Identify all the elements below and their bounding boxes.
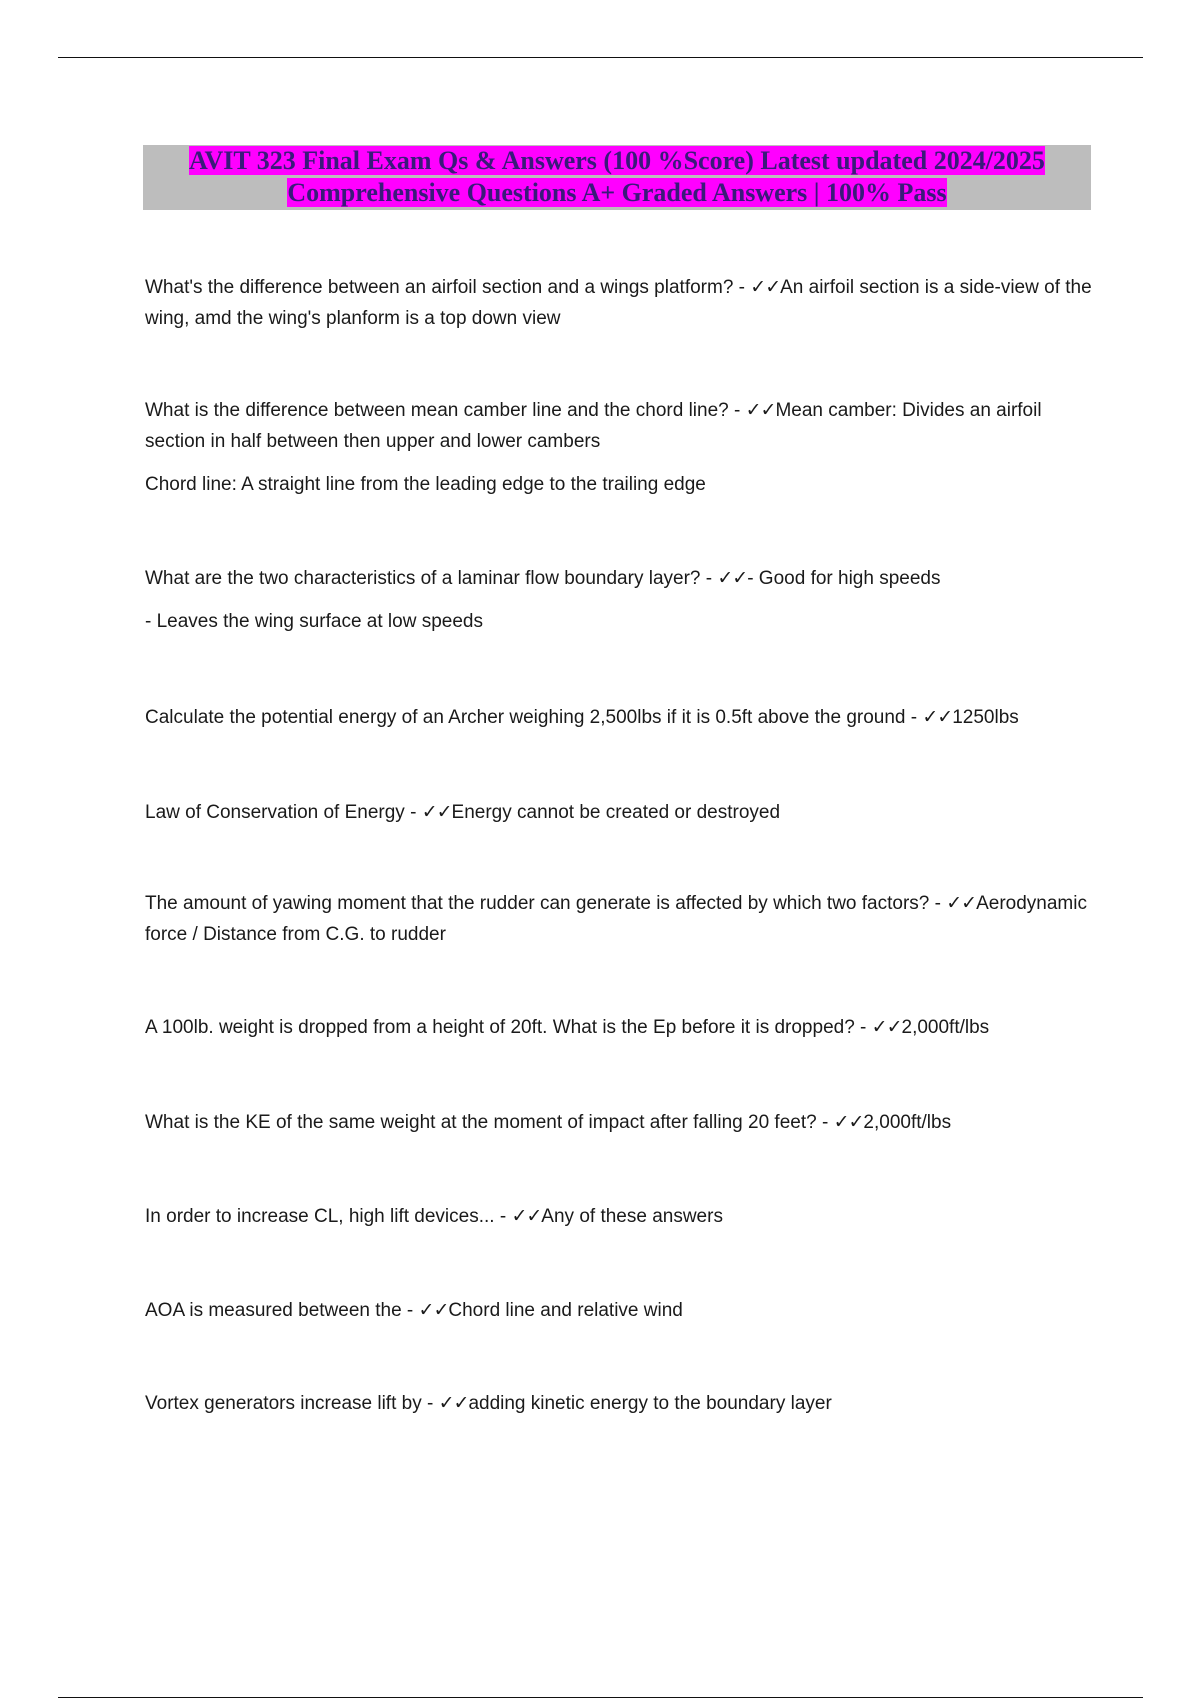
document-title: [143, 145, 1091, 210]
answer-text: 2,000ft/lbs: [863, 1112, 952, 1133]
answer-text: Chord line and relative wind: [448, 1300, 683, 1321]
check-icon: ✓✓: [871, 1017, 902, 1038]
question-text: What are the two characteristics of a laminar flow boundary layer? -: [145, 568, 718, 589]
answer-text: Energy cannot be created or destroyed: [451, 802, 781, 823]
title-line-2: Comprehensive Questions A+ Graded Answers | 100% Pass: [287, 178, 947, 207]
check-icon: ✓✓: [745, 400, 776, 421]
question-text: AOA is measured between the -: [145, 1300, 419, 1321]
question-text: What's the difference between an airfoil section and a wings platform? -: [145, 277, 751, 298]
qa-item-4: [145, 702, 1100, 733]
qa-item-1: [145, 272, 1100, 334]
bottom-rule: [58, 1697, 1143, 1698]
answer-continuation: Chord line: A straight line from the leading edge to the trailing edge: [145, 474, 706, 495]
question-text: The amount of yawing moment that the rudder can generate is affected by which two factors? -: [145, 893, 947, 914]
question-text: What is the difference between mean camber line and the chord line? -: [145, 400, 746, 421]
check-icon: ✓✓: [833, 1112, 864, 1133]
qa-item-6: [145, 888, 1100, 950]
question-text: A 100lb. weight is dropped from a height of 20ft. What is the Ep before it is dropped? -: [145, 1017, 872, 1038]
check-icon: ✓✓: [922, 707, 953, 728]
check-icon: ✓✓: [946, 893, 977, 914]
question-text: Calculate the potential energy of an Archer weighing 2,500lbs if it is 0.5ft above the ground -: [145, 707, 923, 728]
answer-text: Mean camber: Divides an airfoil section in half between then upper and lower cambers: [145, 400, 1042, 452]
answer-text: 1250lbs: [952, 707, 1019, 728]
check-icon: ✓✓: [511, 1206, 542, 1227]
question-text: Vortex generators increase lift by -: [145, 1393, 439, 1414]
check-icon: ✓✓: [421, 802, 452, 823]
check-icon: ✓✓: [418, 1300, 449, 1321]
answer-text: 2,000ft/lbs: [901, 1017, 990, 1038]
qa-item-3: [145, 563, 1100, 637]
title-line-1: AVIT 323 Final Exam Qs & Answers (100 %Score) Latest updated 2024/2025: [189, 146, 1045, 175]
answer-text: Aerodynamic force / Distance from C.G. to rudder: [145, 893, 1087, 945]
qa-item-2: [145, 395, 1100, 500]
answer-text: Any of these answers: [541, 1206, 723, 1227]
check-icon: ✓✓: [717, 568, 748, 589]
answer-text: An airfoil section is a side-view of the wing, amd the wing's planform is a top down view: [145, 277, 1092, 329]
qa-item-7: [145, 1012, 1100, 1043]
top-rule: [58, 57, 1143, 58]
qa-item-11: [145, 1388, 1100, 1419]
answer-text: adding kinetic energy to the boundary layer: [468, 1393, 832, 1414]
qa-item-10: [145, 1295, 1100, 1326]
question-text: What is the KE of the same weight at the moment of impact after falling 20 feet? -: [145, 1112, 834, 1133]
qa-item-9: [145, 1201, 1100, 1232]
check-icon: ✓✓: [750, 277, 781, 298]
answer-continuation: - Leaves the wing surface at low speeds: [145, 611, 483, 632]
question-text: In order to increase CL, high lift devices... -: [145, 1206, 512, 1227]
answer-text: - Good for high speeds: [747, 568, 941, 589]
question-text: Law of Conservation of Energy -: [145, 802, 422, 823]
check-icon: ✓✓: [438, 1393, 469, 1414]
qa-item-5: [145, 797, 1100, 828]
qa-item-8: [145, 1107, 1100, 1138]
